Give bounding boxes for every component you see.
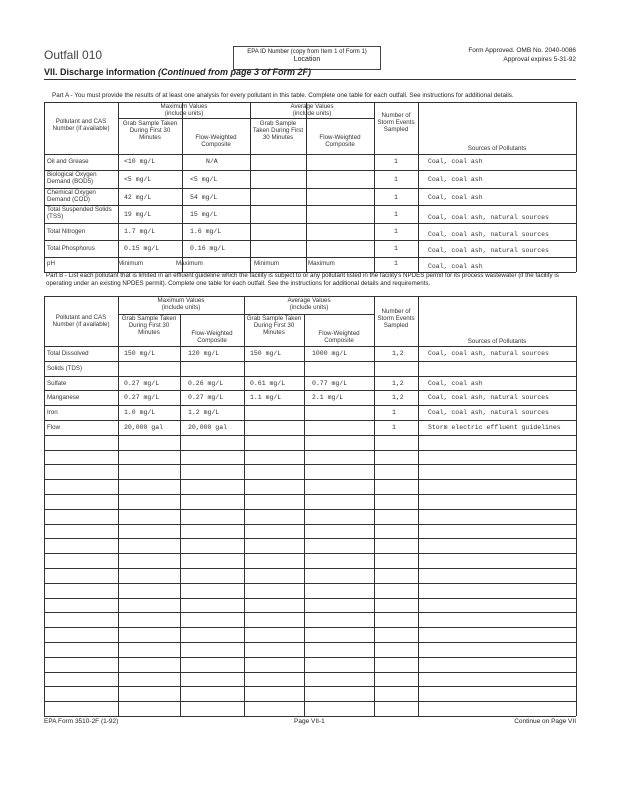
part-a-max-header: Maximum Values (include units) [160,103,208,117]
events-value[interactable]: 1 [394,194,398,201]
ph-min2-label: Minimum [254,260,280,267]
part-b-col-grab-avg: Grab Sample Taken During First 30 Minutes [246,315,302,336]
max-grab-value[interactable]: 1.0 mg/L [124,409,156,416]
max-flow-value[interactable]: 0.26 mg/L [188,380,224,387]
sources-value[interactable]: Coal, coal ash, natural sources [428,231,549,238]
part-b-instruction: Part B - List each pollutant that is limited in an effluent guideline which the facility is subject to or any pollutant listed in the facility's NPDES permit for its process wastewater (if the facility is operating under an existing NPDES permit). Complete one table for each outfall. See the instructions for additional details and requirements. [46,272,559,287]
max-flow-value[interactable]: 54 mg/L [190,194,218,201]
max-flow-value[interactable]: 0.27 mg/L [188,394,224,401]
events-value[interactable]: 1 [394,176,398,183]
ph-max2-label: Maximum [308,260,335,267]
avg-grab-value[interactable]: 1.1 mg/L [250,394,282,401]
sources-value[interactable]: Coal, coal ash [428,194,483,201]
outfall-number: Outfall 010 [44,48,103,62]
pollutant-name: Total Suspended Solids (TSS) [47,206,112,220]
pollutant-name: Chemical Oxygen Demand (COD) [47,189,96,203]
pollutant-name: Iron [47,409,58,416]
avg-grab-value[interactable]: 150 mg/L [250,350,282,357]
events-value[interactable]: 1,2 [392,380,404,387]
section-title [44,67,311,77]
part-b-avg-header: Average Values (include units) [287,297,331,311]
sources-value[interactable]: Coal, coal ash, natural sources [428,409,549,416]
part-a-col-grab-avg: Grab Sample Taken During First 30 Minutes [252,120,304,141]
part-a-avg-header: Average Values (include units) [290,103,334,117]
sources-value[interactable]: Coal, coal ash, natural sources [428,350,549,357]
events-value[interactable]: 1,2 [392,350,404,357]
part-b-max-header: Maximum Values (include units) [157,297,205,311]
avg-flow-value[interactable]: 1000 mg/L [312,350,348,357]
max-grab-value[interactable]: <10 mg/L [124,158,156,165]
part-b-col-flow-max: Flow-Weighted Composite [191,330,233,344]
pollutant-name: Oil and Grease [47,158,89,165]
events-value[interactable]: 1 [392,424,396,431]
events-value[interactable]: 1 [394,245,398,252]
ph-min-label: Minimum [118,260,144,267]
footer-form-number: EPA Form 3510-2F (1-92) [44,718,119,725]
events-value[interactable]: 1 [394,158,398,165]
max-grab-value[interactable]: 19 mg/L [124,211,152,218]
events-value[interactable]: 1,2 [392,394,404,401]
max-flow-value[interactable]: 15 mg/L [190,211,218,218]
part-a-instruction: Part A - You must provide the results of at least one analysis for every pollutant in this table. Complete one table for each outfall. See instructions for additional details. [52,92,514,99]
sources-value[interactable]: Coal, coal ash, natural sources [428,247,549,254]
avg-grab-value[interactable]: 0.61 mg/L [250,380,286,387]
part-a-col-sources: Sources of Pollutants [467,145,527,152]
footer-continue: Continue on Page VII [514,718,576,725]
part-a-col-pollutant: Pollutant and CAS Number (if available) [52,118,110,132]
part-a-col-grab-max: Grab Sample Taken During First 30 Minutes [122,120,178,141]
max-flow-value[interactable]: 1.6 mg/L [190,228,222,235]
approval-expires: Approval expires 5-31-92 [503,56,576,63]
events-value[interactable]: 1 [392,409,396,416]
max-grab-value[interactable]: 0.27 mg/L [124,394,160,401]
pollutant-name: Total Dissolved [47,350,89,357]
part-a-col-events: Number of Storm Events Sampled [377,112,415,133]
max-grab-value[interactable]: 0.15 mg/L [124,245,160,252]
pollutant-name: Manganese [47,394,80,401]
pollutant-name: Sulfate [47,380,67,387]
max-flow-value[interactable]: 0.16 mg/L [190,245,226,252]
events-value[interactable]: 1 [394,228,398,235]
part-a-col-flow-max: Flow-Weighted Composite [195,134,237,148]
part-b-col-events: Number of Storm Events Sampled [377,308,415,329]
footer-page: Page VII-1 [294,718,325,725]
max-flow-value[interactable]: 120 mg/L [188,350,220,357]
sources-value[interactable]: Coal, coal ash [428,176,483,183]
epa-id-label: EPA ID Number (copy from Item 1 of Form 1) [247,49,367,55]
part-b-col-flow-avg: Flow-Weighted Composite [318,330,360,344]
avg-flow-value[interactable]: 0.77 mg/L [312,380,348,387]
epa-id-value: Location [293,56,321,63]
ph-events[interactable]: 1 [394,260,398,267]
sources-value[interactable]: Coal, coal ash [428,158,483,165]
max-grab-value[interactable]: 0.27 mg/L [124,380,160,387]
pollutant-name: Flow [47,424,61,431]
max-flow-value[interactable]: N/A [206,158,218,165]
part-a-col-flow-avg: Flow-Weighted Composite [319,134,361,148]
pollutant-name: Total Nitrogen [47,228,86,235]
sources-value[interactable]: Coal, coal ash, natural sources [428,394,549,401]
pollutant-name: Total Phosphorus [47,245,95,252]
max-grab-value[interactable]: 42 mg/L [124,194,152,201]
sources-value[interactable]: Coal, coal ash, natural sources [428,214,549,221]
form-approved: Form Approved. OMB No. 2040-0086 [468,47,576,54]
ph-max-label: Maximum [176,260,203,267]
part-b-col-pollutant: Pollutant and CAS Number (if available) [52,314,110,328]
avg-flow-value[interactable]: 2.1 mg/L [312,394,344,401]
ph-label: pH [47,260,55,267]
ph-sources[interactable]: Coal, coal ash [428,263,483,270]
max-grab-value[interactable]: 20,000 gal [124,424,164,431]
max-flow-value[interactable]: 1.2 mg/L [188,409,220,416]
events-value[interactable]: 1 [394,211,398,218]
max-flow-value[interactable]: <5 mg/L [190,176,218,183]
max-flow-value[interactable]: 20,000 gal [188,424,228,431]
sources-value[interactable]: Storm electric effluent guidelines [428,424,561,431]
pollutant-name: Solids (TDS) [47,365,83,372]
section-continued: (Continued from page 3 of Form 2F) [158,67,312,77]
pollutant-name: Biological Oxygen Demand (BOD5) [47,171,97,185]
max-grab-value[interactable]: 1.7 mg/L [124,228,156,235]
max-grab-value[interactable]: 150 mg/L [124,350,156,357]
sources-value[interactable]: Coal, coal ash [428,380,483,387]
section-title-text: VII. Discharge information [44,67,156,77]
max-grab-value[interactable]: <5 mg/L [124,176,152,183]
part-b-col-sources: Sources of Pollutants [467,338,527,345]
part-b-col-grab-max: Grab Sample Taken During First 30 Minutes [121,315,177,336]
